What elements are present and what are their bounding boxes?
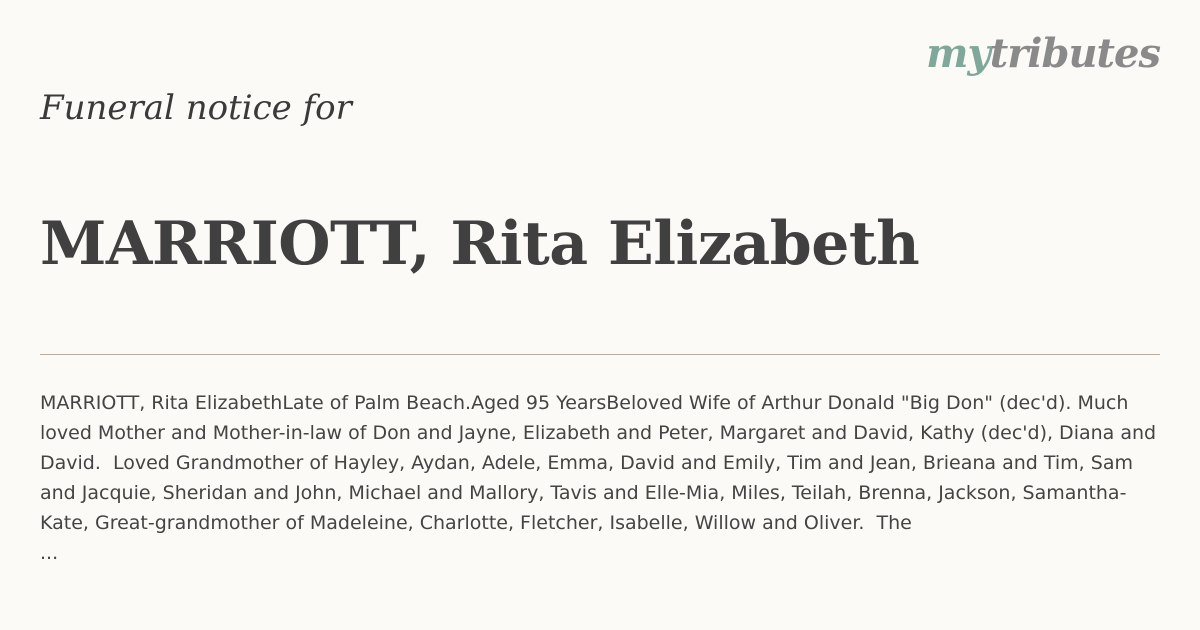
notice-ellipsis: ... (40, 542, 59, 564)
mytributes-logo (926, 30, 1160, 77)
divider (40, 354, 1160, 355)
deceased-name: MARRIOTT, Rita Elizabeth (40, 209, 920, 279)
logo-my-text: my (926, 30, 990, 77)
logo-tributes-text: tributes (989, 30, 1160, 77)
notice-body: MARRIOTT, Rita ElizabethLate of Palm Beach.Aged 95 YearsBeloved Wife of Arthur Donald "Big Don" (dec'd). Much loved Mother and Mother-in-law of Don and Jayne, Elizabeth and Peter, Margaret and David, Kathy (dec'd), Diana and David. Loved Grandmother of Hayley, Aydan, Adele, Emma, David and Emily, Tim and Jean, Brieana and Tim, Sam and Jacquie, Sheridan and John, Michael and Mallory, Tavis and Elle-Mia, Miles, Teilah, Brenna, Jackson, Samantha-Kate, Great-grandmother of Madeleine, Charlotte, Fletcher, Isabelle, Willow and Oliver. The (40, 392, 1163, 534)
notice-subtitle: Funeral notice for (40, 88, 352, 128)
